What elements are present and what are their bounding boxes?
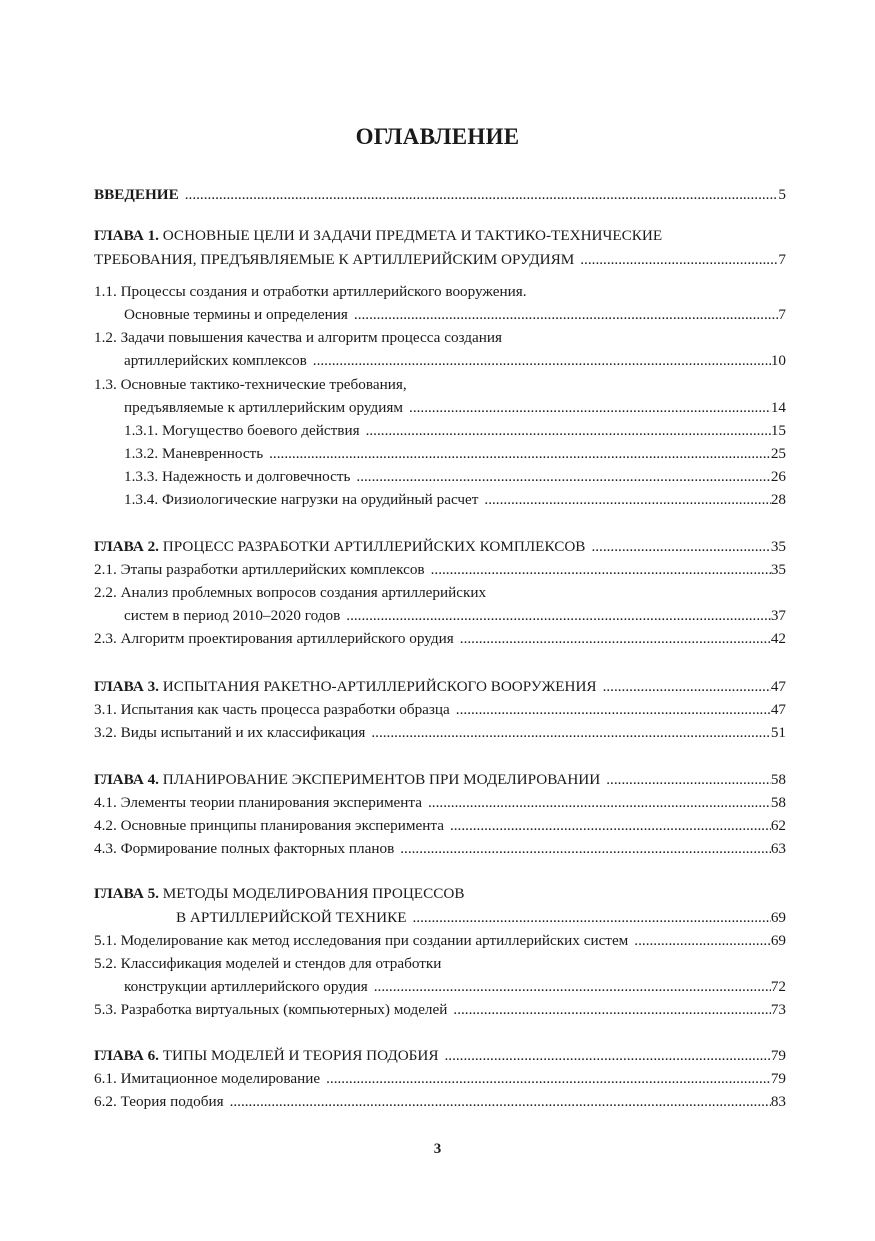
toc-section-1-3-line2[interactable] xyxy=(124,396,786,419)
toc-section-2-1[interactable] xyxy=(94,558,786,581)
toc-page-number: 62 xyxy=(770,817,786,834)
toc-section-5-2-line2[interactable] xyxy=(124,975,786,998)
leader-dots xyxy=(444,814,771,837)
subsection-title: 1.3.3. Надежность и долговечность xyxy=(124,468,351,485)
leader-dots xyxy=(447,998,770,1021)
chapter-title: МЕТОДЫ МОДЕЛИРОВАНИЯ ПРОЦЕССОВ xyxy=(162,885,465,902)
toc-page-number: 42 xyxy=(770,630,786,647)
leader-dots xyxy=(179,183,779,206)
toc-page-number: 26 xyxy=(770,468,786,485)
toc-page-number: 5 xyxy=(778,186,786,203)
section-title-cont: конструкции артиллерийского орудия xyxy=(124,978,368,995)
toc-section-4-2[interactable] xyxy=(94,814,786,837)
toc-section-1-2-line1[interactable]: 1.2. Задачи повышения качества и алгоритм процесса создания xyxy=(94,329,502,346)
toc-subsection-1-3-1[interactable] xyxy=(124,419,786,442)
section-title: 5.3. Разработка виртуальных (компьютерных) моделей xyxy=(94,1001,448,1018)
leader-dots xyxy=(224,1090,771,1113)
toc-subsection-1-3-3[interactable] xyxy=(124,465,786,488)
toc-section-6-1[interactable] xyxy=(94,1067,786,1090)
chapter-title-cont: В АРТИЛЛЕРИЙСКОЙ ТЕХНИКЕ xyxy=(176,909,407,926)
toc-page-number: 69 xyxy=(770,909,786,926)
toc-subsection-1-3-4[interactable] xyxy=(124,488,786,511)
toc-section-1-3-line1[interactable]: 1.3. Основные тактико-технические требования, xyxy=(94,376,407,393)
chapter-head: ГЛАВА 4. xyxy=(94,771,159,788)
toc-section-5-3[interactable] xyxy=(94,998,786,1021)
section-title: 2.1. Этапы разработки артиллерийских комплексов xyxy=(94,561,425,578)
toc-chapter-4[interactable] xyxy=(94,768,786,791)
leader-dots xyxy=(368,975,771,998)
subsection-title: 1.3.1. Могущество боевого действия xyxy=(124,422,360,439)
section-title: 3.1. Испытания как часть процесса разработки образца xyxy=(94,701,450,718)
section-title-cont: Основные термины и определения xyxy=(124,306,348,323)
chapter-title: ИСПЫТАНИЯ РАКЕТНО-АРТИЛЛЕРИЙСКОГО ВООРУЖЕНИЯ xyxy=(162,678,597,695)
leader-dots xyxy=(450,698,771,721)
toc-chapter-1-line2[interactable] xyxy=(94,248,786,271)
toc-chapter-2[interactable] xyxy=(94,535,786,558)
toc-page-number: 69 xyxy=(770,932,786,949)
toc-section-5-1[interactable] xyxy=(94,929,786,952)
toc-page-number: 58 xyxy=(770,771,786,788)
leader-dots xyxy=(307,349,771,372)
leader-dots xyxy=(350,465,770,488)
leader-dots xyxy=(600,768,771,791)
section-title: 2.3. Алгоритм проектирования артиллерийского орудия xyxy=(94,630,454,647)
chapter-title: ПЛАНИРОВАНИЕ ЭКСПЕРИМЕНТОВ ПРИ МОДЕЛИРОВАНИИ xyxy=(162,771,601,788)
toc-section-3-2[interactable] xyxy=(94,721,786,744)
toc-section-4-3[interactable] xyxy=(94,837,786,860)
section-title: 4.3. Формирование полных факторных планов xyxy=(94,840,395,857)
leader-dots xyxy=(403,396,771,419)
leader-dots xyxy=(320,1067,771,1090)
toc-page-number: 35 xyxy=(770,561,786,578)
section-title: 5.1. Моделирование как метод исследования при создании артиллерийских систем xyxy=(94,932,629,949)
toc-page-number: 72 xyxy=(770,978,786,995)
leader-dots xyxy=(585,535,770,558)
leader-dots xyxy=(438,1044,770,1067)
toc-page-number: 47 xyxy=(770,701,786,718)
chapter-head: ГЛАВА 2. xyxy=(94,538,159,555)
toc-chapter-6[interactable] xyxy=(94,1044,786,1067)
chapter-title: ПРОЦЕСС РАЗРАБОТКИ АРТИЛЛЕРИЙСКИХ КОМПЛЕКСОВ xyxy=(162,538,586,555)
section-title: 4.1. Элементы теории планирования эксперимента xyxy=(94,794,422,811)
leader-dots xyxy=(263,442,771,465)
toc-chapter-1-line1[interactable] xyxy=(94,224,662,247)
leader-dots xyxy=(597,675,771,698)
leader-dots xyxy=(348,303,779,326)
toc-page-number: 79 xyxy=(770,1070,786,1087)
toc-page-number: 37 xyxy=(770,607,786,624)
toc-section-4-1[interactable] xyxy=(94,791,786,814)
leader-dots xyxy=(365,721,770,744)
toc-subsection-1-3-2[interactable] xyxy=(124,442,786,465)
section-title: 6.2. Теория подобия xyxy=(94,1093,224,1110)
toc-section-2-3[interactable] xyxy=(94,627,786,650)
toc-section-1-1-line2[interactable] xyxy=(124,303,786,326)
toc-page-number: 15 xyxy=(770,422,786,439)
toc-chapter-5-line2[interactable] xyxy=(176,906,786,929)
toc-section-1-1-line1[interactable]: 1.1. Процессы создания и отработки артиллерийского вооружения. xyxy=(94,283,527,300)
toc-section-1-2-line2[interactable] xyxy=(124,349,786,372)
toc-page-number: 63 xyxy=(770,840,786,857)
section-title-cont: систем в период 2010–2020 годов xyxy=(124,607,341,624)
toc-section-3-1[interactable] xyxy=(94,698,786,721)
toc-page-number: 25 xyxy=(770,445,786,462)
section-title: 3.2. Виды испытаний и их классификация xyxy=(94,724,366,741)
toc-page-number: 51 xyxy=(770,724,786,741)
leader-dots xyxy=(454,627,771,650)
toc-page-number: 7 xyxy=(778,251,786,268)
toc-page-number: 35 xyxy=(770,538,786,555)
leader-dots xyxy=(574,248,778,271)
chapter-title: ОСНОВНЫЕ ЦЕЛИ И ЗАДАЧИ ПРЕДМЕТА И ТАКТИКО-ТЕХНИЧЕСКИЕ xyxy=(162,227,663,244)
toc-page-number: 79 xyxy=(770,1047,786,1064)
toc-page-number: 73 xyxy=(770,1001,786,1018)
toc-section-2-2-line1[interactable]: 2.2. Анализ проблемных вопросов создания артиллерийских xyxy=(94,584,487,601)
toc-entry-intro[interactable] xyxy=(94,183,786,206)
toc-page-number: 47 xyxy=(770,678,786,695)
toc-section-2-2-line2[interactable] xyxy=(124,604,786,627)
toc-entry-label: ВВЕДЕНИЕ xyxy=(94,186,179,203)
toc-page-number: 83 xyxy=(770,1093,786,1110)
subsection-title: 1.3.2. Маневренность xyxy=(124,445,264,462)
toc-chapter-5-line1[interactable] xyxy=(94,882,464,905)
leader-dots xyxy=(394,837,771,860)
toc-page-number: 58 xyxy=(770,794,786,811)
toc-chapter-3[interactable] xyxy=(94,675,786,698)
leader-dots xyxy=(360,419,771,442)
leader-dots xyxy=(407,906,771,929)
toc-section-5-2-line1[interactable]: 5.2. Классификация моделей и стендов для отработки xyxy=(94,955,442,972)
leader-dots xyxy=(425,558,771,581)
toc-page-number: 10 xyxy=(770,352,786,369)
subsection-title: 1.3.4. Физиологические нагрузки на орудийный расчет xyxy=(124,491,479,508)
chapter-title: ТИПЫ МОДЕЛЕЙ И ТЕОРИЯ ПОДОБИЯ xyxy=(162,1047,439,1064)
section-title-cont: предъявляемые к артиллерийским орудиям xyxy=(124,399,404,416)
leader-dots xyxy=(340,604,771,627)
toc-page-number: 14 xyxy=(770,399,786,416)
toc-page-number: 28 xyxy=(770,491,786,508)
toc-section-6-2[interactable] xyxy=(94,1090,786,1113)
leader-dots xyxy=(628,929,771,952)
page-number: 3 xyxy=(433,1141,442,1157)
leader-dots xyxy=(478,488,770,511)
chapter-head: ГЛАВА 3. xyxy=(94,678,159,695)
toc-page-number: 7 xyxy=(778,306,786,323)
section-title-cont: артиллерийских комплексов xyxy=(124,352,307,369)
chapter-head: ГЛАВА 1. xyxy=(94,227,159,244)
chapter-head: ГЛАВА 6. xyxy=(94,1047,159,1064)
section-title: 6.1. Имитационное моделирование xyxy=(94,1070,321,1087)
leader-dots xyxy=(422,791,771,814)
chapter-head: ГЛАВА 5. xyxy=(94,885,159,902)
page-title: ОГЛАВЛЕНИЕ xyxy=(355,124,520,149)
section-title: 4.2. Основные принципы планирования эксперимента xyxy=(94,817,444,834)
chapter-title-cont: ТРЕБОВАНИЯ, ПРЕДЪЯВЛЯЕМЫЕ К АРТИЛЛЕРИЙСКИМ ОРУДИЯМ xyxy=(94,251,575,268)
